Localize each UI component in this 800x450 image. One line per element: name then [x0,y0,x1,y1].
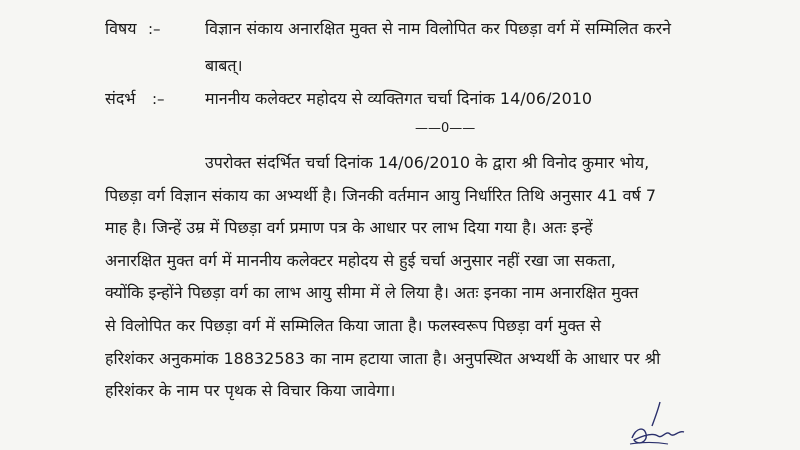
section-divider: ——0—— [415,121,476,136]
body-line-2: पिछड़ा वर्ग विज्ञान संकाय का अभ्यर्थी है। जिनकी वर्तमान आयु निर्धारित तिथि अनुसार 41 वर्ष 7 [105,186,657,205]
body-line-7: हरिशंकर अनुकमांक 18832583 का नाम हटाया जाता है। अनुपस्थित अभ्यर्थी के आधार पर श्री [105,349,661,368]
body-line-4: अनारक्षित मुक्त वर्ग में माननीय कलेक्टर महोदय से हुई चर्चा अनुसार नहीं रखा जा सकता, [105,251,616,270]
reference-text: माननीय कलेक्टर महोदय से व्यक्तिगत चर्चा दिनांक 14/06/2010 [205,89,593,108]
body-line-5: क्योंकि इन्होंने पिछड़ा वर्ग का लाभ आयु सीमा में ले लिया है। अतः इनका नाम अनारक्षित मुक्त [105,283,639,302]
subject-text-line-1: विज्ञान संकाय अनारक्षित मुक्त से नाम विलोपित कर पिछड़ा वर्ग में सम्मिलित करने [205,19,672,38]
reference-separator: :– [152,90,165,108]
subject-text-line-2: बाबत्। [205,56,243,75]
subject-separator: :– [148,20,161,38]
body-line-6: से विलोपित कर पिछड़ा वर्ग में सम्मिलित किया जाता है। फलस्वरूप पिछड़ा वर्ग मुक्त से [105,316,601,335]
handwritten-signature [622,400,692,450]
body-line-3: माह है। जिन्हें उम्र में पिछड़ा वर्ग प्रमाण पत्र के आधार पर लाभ दिया गया है। अतः इन्हें [105,218,593,237]
subject-label: विषय [105,19,137,38]
body-line-8: हरिशंकर के नाम पर पृथक से विचार किया जावेगा। [105,381,396,400]
reference-label: संदर्भ [105,89,136,108]
body-line-1: उपरोक्त संदर्भित चर्चा दिनांक 14/06/2010 के द्वारा श्री विनोद कुमार भोय, [205,153,650,172]
